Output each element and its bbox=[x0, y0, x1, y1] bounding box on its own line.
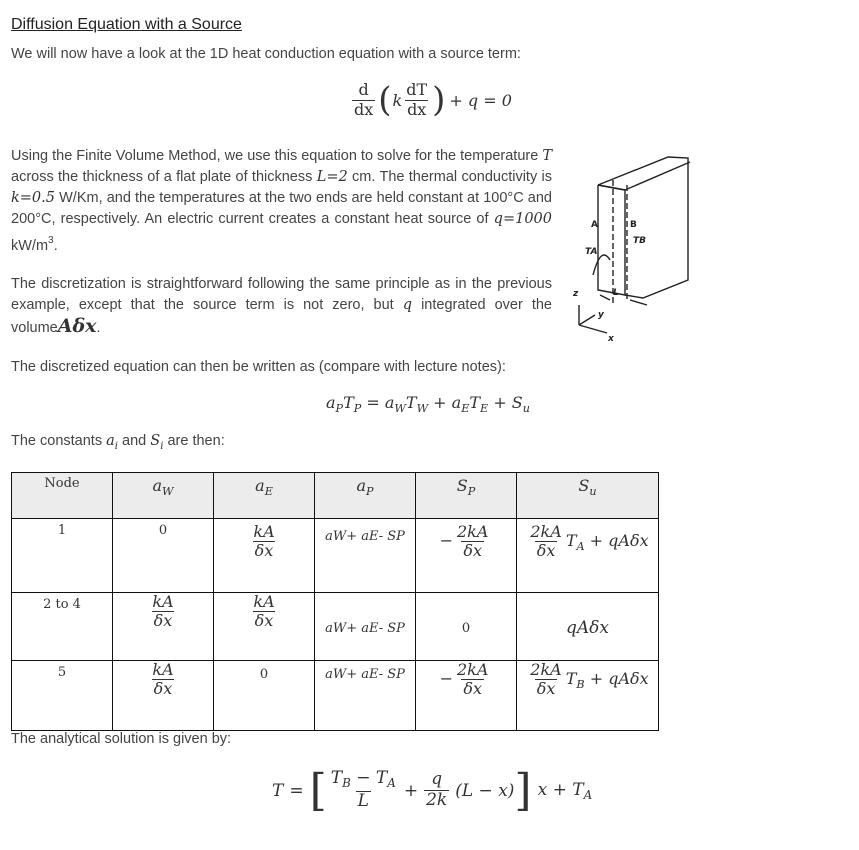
header-sp: $S_P$ bbox=[416, 473, 517, 519]
header-ap: $a_P$ bbox=[315, 473, 416, 519]
cell-ap: aW+ aE- SP bbox=[315, 519, 416, 593]
label-a: A bbox=[591, 220, 598, 230]
governing-equation: $\frac{d}{dx}$ ( k $\frac{dT}{dx}$ ) + q = 0 bbox=[354, 80, 512, 120]
header-su: $S_u$ bbox=[517, 473, 659, 519]
label-z: z bbox=[573, 289, 579, 299]
cell-ap: aW+ aE- SP bbox=[315, 661, 416, 731]
coefficients-table bbox=[11, 472, 659, 731]
label-tb: TB bbox=[633, 236, 646, 246]
constants-text: The constants $a_i$ and $S_i$ are then: bbox=[11, 433, 225, 452]
d-dx-fraction: $\frac{d}{dx}$ bbox=[354, 80, 374, 119]
table-row bbox=[12, 519, 659, 593]
cell-node: 5 bbox=[12, 661, 113, 731]
table-header-row bbox=[12, 473, 659, 519]
x-axis bbox=[579, 325, 607, 333]
cell-aw: $\frac{kA}{\delta x}$ bbox=[113, 661, 214, 731]
intro-text: We will now have a look at the 1D heat conduction equation with a source term: bbox=[11, 46, 521, 62]
label-l: L bbox=[613, 288, 619, 298]
cell-su: $\frac{2kA}{\delta x}$ $T_A + qA\delta x$ bbox=[517, 519, 659, 593]
cell-ae: $\frac{kA}{\delta x}$ bbox=[214, 519, 315, 593]
discretization-text: The discretization is straightforward following the same principle as in the previous example, except that the source term is not zero, but q integrated over the volumeAδx. bbox=[11, 276, 552, 337]
cell-sp: − $\frac{2kA}{\delta x}$ bbox=[416, 519, 517, 593]
cell-node: 2 to 4 bbox=[12, 593, 113, 661]
label-ta: TA bbox=[585, 247, 598, 257]
cell-sp: − $\frac{2kA}{\delta x}$ bbox=[416, 661, 517, 731]
plate-outline bbox=[598, 157, 688, 298]
label-y: y bbox=[598, 310, 604, 320]
cell-ap: aW+ aE- SP bbox=[315, 593, 416, 661]
discretized-equation: $a_PT_P = a_WT_W + a_ET_E + S_u$ bbox=[326, 393, 530, 415]
dT-dx-fraction: $\frac{dT}{dx}$ bbox=[406, 80, 428, 119]
cell-ae: 0 bbox=[214, 661, 315, 731]
y-axis bbox=[579, 315, 595, 325]
temperature-curve bbox=[593, 255, 610, 275]
header-ae: $a_E$ bbox=[214, 473, 315, 519]
analytical-solution: T = [ $\frac{T_B - T_A}{L}$ + $\frac{q}{2k}$ (L − x) ] $x + T_A$ bbox=[272, 765, 593, 816]
cell-su: qAδx bbox=[517, 593, 659, 661]
header-node: Node bbox=[12, 473, 113, 519]
cell-su: $\frac{2kA}{\delta x}$ $T_B + qA\delta x$ bbox=[517, 661, 659, 731]
table-row bbox=[12, 593, 659, 661]
cell-ae: $\frac{kA}{\delta x}$ bbox=[214, 593, 315, 661]
label-x: x bbox=[608, 334, 614, 344]
cell-aw: $\frac{kA}{\delta x}$ bbox=[113, 593, 214, 661]
page-title: Diffusion Equation with a Source bbox=[11, 16, 242, 33]
plate-diagram bbox=[565, 150, 695, 345]
cell-sp: 0 bbox=[416, 593, 517, 661]
problem-description: Using the Finite Volume Method, we use this equation to solve for the temperature T across the thickness of a flat plate of thickness L=2 cm. The thermal conductivity is k=0.5 W/Km, and the temperatures at the two ends are held constant at 100°C and 200°C, respectively. An electric current creates a constant heat source of q=1000 $kW/m^3$. bbox=[11, 148, 552, 254]
label-b: B bbox=[630, 220, 637, 230]
analytical-intro: The analytical solution is given by: bbox=[11, 731, 232, 747]
table-row bbox=[12, 661, 659, 731]
header-aw: $a_W$ bbox=[113, 473, 214, 519]
cell-aw: 0 bbox=[113, 519, 214, 593]
discretized-intro: The discretized equation can then be written as (compare with lecture notes): bbox=[11, 359, 506, 375]
cell-node: 1 bbox=[12, 519, 113, 593]
